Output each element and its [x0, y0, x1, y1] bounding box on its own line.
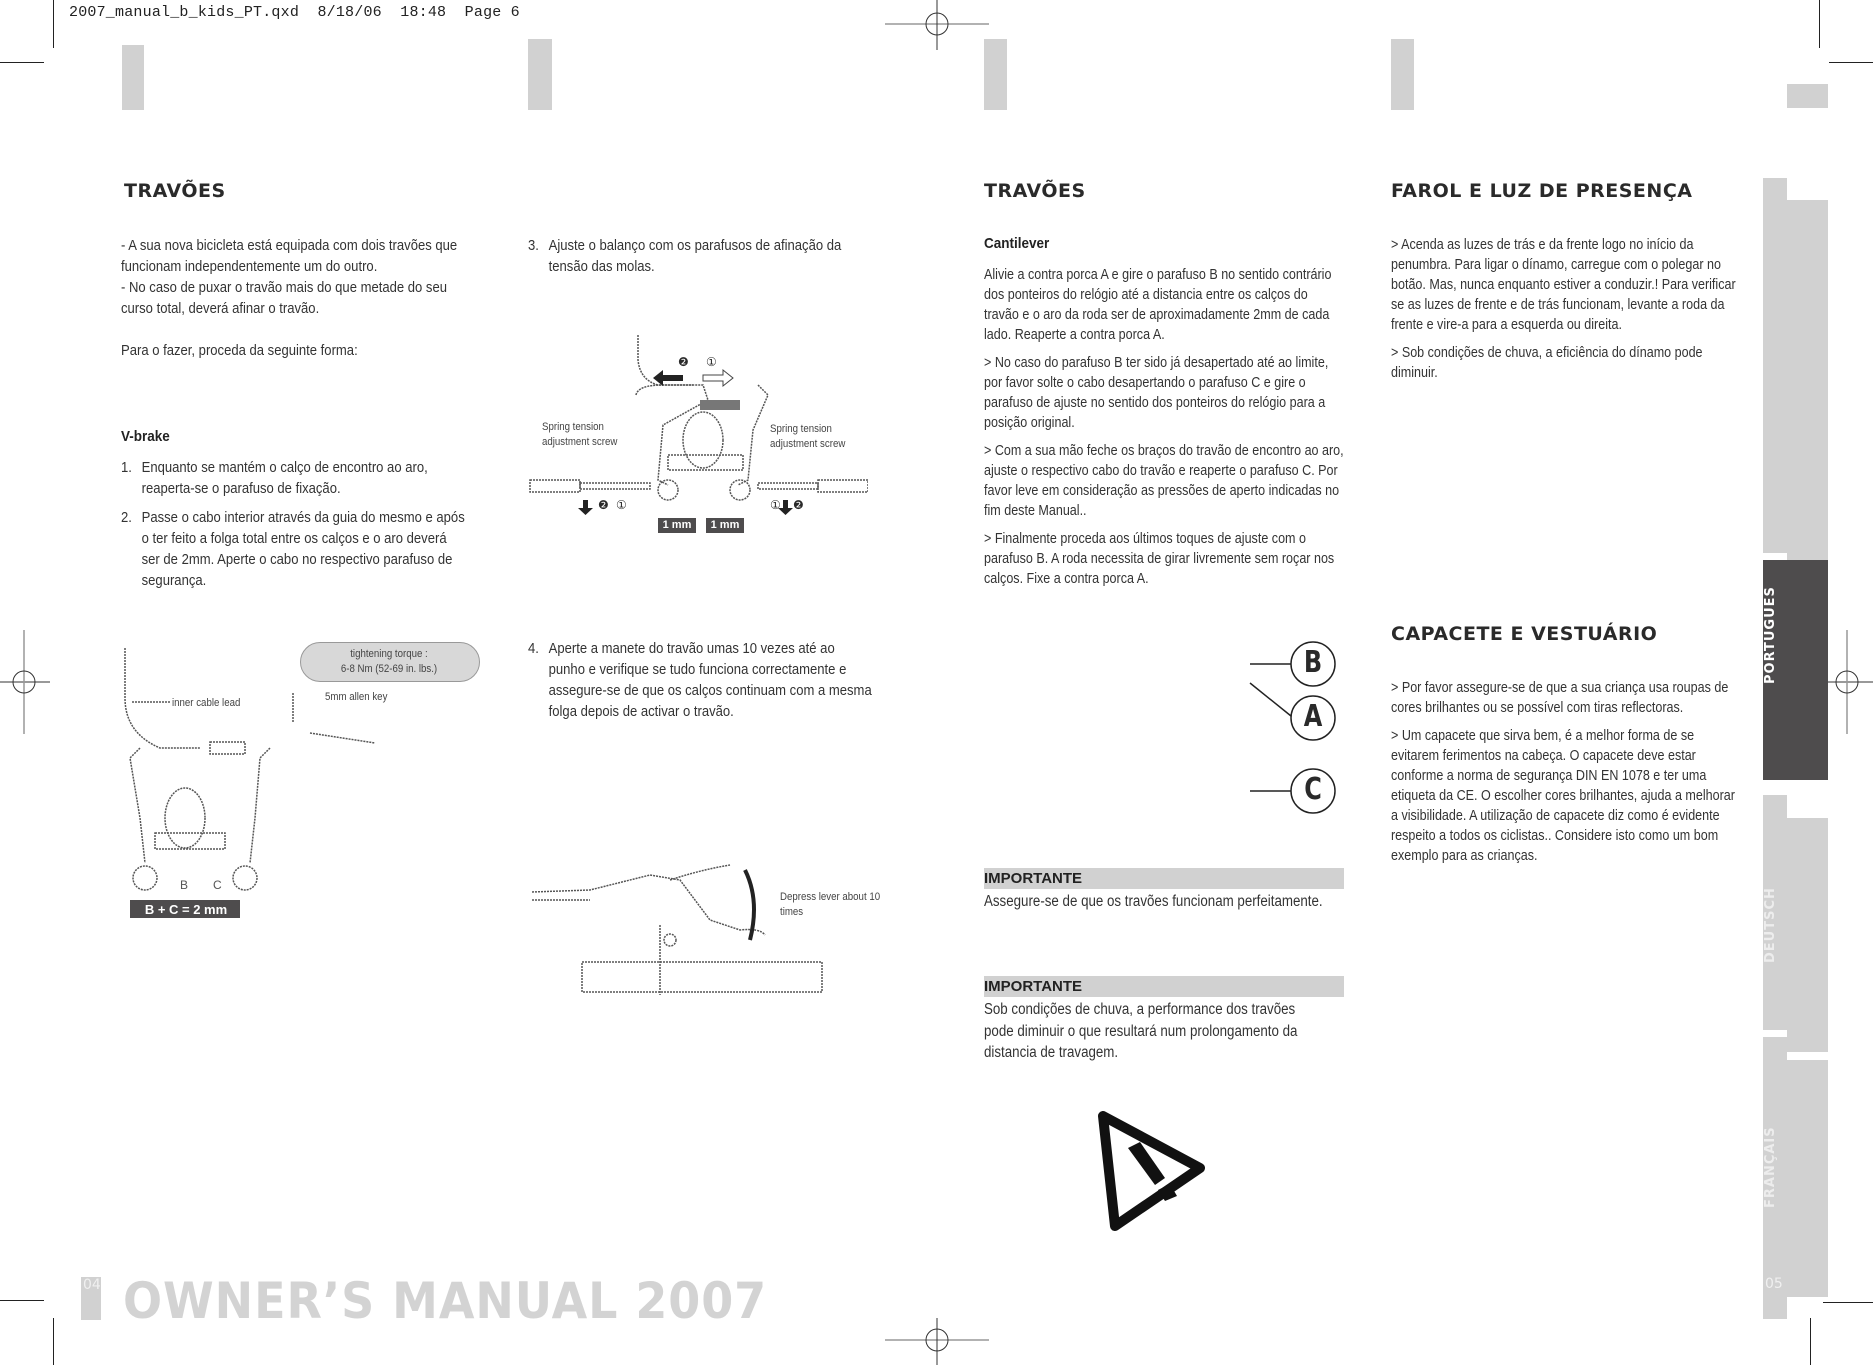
registration-mark-icon	[885, 0, 989, 50]
crop-mark	[1829, 62, 1873, 63]
intro-line: - No caso de puxar o travão mais do que metade do seu curso total, deverá afinar o travão.	[121, 279, 448, 317]
vbrake-cable-figure	[120, 638, 490, 958]
cantilever-heading: Cantilever	[984, 235, 1050, 252]
step-item: 1. Enquanto se mantém o calço de encontro ao aro, reaperta-se o parafuso de fixação.	[121, 459, 428, 497]
section-title-lights: FAROL E LUZ DE PRESENÇA	[1391, 180, 1693, 202]
crop-mark	[0, 62, 44, 63]
paragraph: > Com a sua mão feche os braços do travão de encontro ao aro, ajuste o respectivo cabo do travão e reaperte o parafuso C. Por favor leve em consideração as pressões de aperto indicadas no fim deste Manual..	[984, 443, 1344, 519]
spring-tension-figure	[528, 330, 868, 540]
paragraph: > Acenda as luzes de trás e da frente logo no início da penumbra. Para ligar o dínamo, carregue com o polegar no botão. Mas, nunca enquanto estiver a conduzir.! Para verificar se as luzes de frente e de trás funcionam, levante a roda da frente e vire-a para a esquerda ou direita.	[1391, 237, 1736, 333]
marker-1-icon: ①	[706, 355, 717, 369]
callout-c: C	[1304, 772, 1322, 807]
torque-line-1: tightening torque :	[350, 648, 428, 660]
vbrake-heading: V-brake	[121, 428, 170, 445]
marker-2-icon: ❷	[598, 498, 609, 512]
lever-caption: Depress lever about 10 times	[780, 891, 881, 918]
step-4	[528, 638, 872, 730]
crop-mark	[0, 1300, 44, 1301]
column-marker	[1787, 84, 1828, 108]
important-text: Sob condições de chuva, a performance dos travões pode diminuir o que resultará num prolongamento da distancia de travagem.	[984, 1001, 1298, 1061]
step-item: 3. Ajuste o balanço com os parafusos de afinação da tensão das molas.	[528, 237, 842, 275]
column-marker	[984, 39, 1007, 110]
tab-label: PORTUGUES	[1763, 586, 1778, 684]
section-title-helmet: CAPACETE E VESTUÁRIO	[1391, 623, 1658, 645]
step-item: 4. Aperte a manete do travão umas 10 vezes até ao punho e verifique se tudo funciona correctamente e assegure-se de que os calços continuam com a mesma folga depois de activar o travão.	[528, 640, 872, 720]
file-slug: 2007_manual_b_kids_PT.qxd 8/18/06 18:48 Page 6	[69, 4, 520, 21]
paragraph: Alivie a contra porca A e gire o parafuso B no sentido contrário dos ponteiros do relógio até a distancia entre os calços do travão e o aro da roda ser de aproximadamente 2mm de cada lado. Reaperte a contra porca A.	[984, 267, 1332, 343]
spring-label-right: Spring tension adjustment screw	[770, 423, 846, 450]
tab-label: FRANÇAIS	[1763, 1126, 1778, 1208]
torque-line-2: 6-8 Nm (52-69 in. lbs.)	[340, 663, 438, 675]
cantilever-text	[984, 265, 1345, 597]
helmet-text	[1391, 678, 1744, 874]
lights-text	[1391, 235, 1744, 391]
brake-lever-illustration	[530, 850, 900, 995]
gap-total-label: B + C = 2 mm	[144, 902, 228, 917]
brakes-intro	[121, 235, 465, 369]
tab-spine	[1787, 200, 1828, 576]
label-b: B	[180, 878, 189, 892]
crop-mark	[53, 1318, 54, 1365]
label-c: C	[213, 878, 222, 892]
crop-mark	[1823, 1302, 1873, 1303]
gap-badge-right: 1 mm	[706, 518, 744, 533]
intro-line: - A sua nova bicicleta está equipada com dois travões que funcionam independentemente um do outro.	[121, 237, 458, 275]
gap-badge-left: 1 mm	[658, 518, 696, 533]
important-heading: IMPORTANTE	[984, 976, 1344, 997]
spring-label-left: Spring tension adjustment screw	[542, 421, 618, 448]
paragraph: > Sob condições de chuva, a eficiência do dínamo pode diminuir.	[1391, 345, 1703, 381]
column-marker	[528, 39, 552, 110]
step-3	[528, 235, 872, 285]
column-marker	[122, 45, 144, 110]
tab-spine	[1763, 178, 1787, 553]
vbrake-steps	[121, 457, 465, 599]
section-title-brakes-right: TRAVÕES	[984, 180, 1086, 202]
intro-line: Para o fazer, proceda da seguinte forma:	[121, 342, 358, 359]
cantilever-callouts	[1245, 638, 1345, 818]
crop-mark	[1810, 1318, 1811, 1365]
paragraph: > Um capacete que sirva bem, é a melhor forma de se evitarem ferimentos na cabeça. O capacete deve estar conforme a norma de segurança DIN EN 1078 e ter uma etiqueta da CE. O escolher cores brilhantes, ajuda a melhorar a visibilidade. A utilização de capacete diz como é evidente respeito a todos os ciclistas.. Considere isto como um bom exemplo para as crianças.	[1391, 728, 1735, 864]
marker-2-icon: ❷	[678, 355, 689, 369]
marker-1-icon: ①	[770, 498, 781, 512]
allen-key-label: 5mm allen key	[325, 691, 388, 703]
tab-label: DEUTSCH	[1763, 887, 1778, 963]
important-box	[984, 868, 1344, 913]
registration-mark-icon	[885, 1318, 989, 1365]
marker-2-icon: ❷	[793, 498, 804, 512]
language-tab-francais[interactable]	[1763, 1037, 1828, 1287]
language-tab-deutsch[interactable]	[1763, 795, 1828, 1030]
brake-lever-figure	[530, 850, 900, 995]
important-heading: IMPORTANTE	[984, 868, 1344, 889]
paragraph: > Por favor assegure-se de que a sua criança usa roupas de cores brilhantes ou se possível com tiras reflectoras.	[1391, 680, 1729, 716]
registration-mark-icon	[0, 630, 50, 734]
crop-mark	[53, 0, 54, 48]
important-text: Assegure-se de que os travões funcionam perfeitamente.	[984, 893, 1323, 910]
callout-b: B	[1303, 645, 1323, 680]
marker-1-icon: ①	[616, 498, 627, 512]
warning-icon	[1095, 1108, 1210, 1233]
paragraph: > Finalmente proceda aos últimos toques de ajuste com o parafuso B. A roda necessita de girar livremente sem roçar nos calços. Fixe a contra porca A.	[984, 531, 1335, 587]
inner-cable-label: inner cable lead	[172, 697, 241, 709]
section-title-brakes: TRAVÕES	[124, 180, 226, 202]
paragraph: > No caso do parafuso B ter sido já desapertado até ao limite, por favor solte o cabo desapertando o parafuso C e gire o parafuso de ajuste no sentido dos ponteiros do relógio para a posição original.	[984, 355, 1329, 431]
footer-title: OWNER’S MANUAL 2007	[123, 1272, 768, 1330]
step-item: 2. Passe o cabo interior através da guia do mesmo e após o ter feito a folga total entre os calços e o aro deverá ser de 2mm. Aperte o cabo no respectivo parafuso de segurança.	[121, 509, 465, 589]
crop-mark	[1819, 0, 1820, 48]
column-marker	[1391, 39, 1414, 110]
page-number-right: 05	[1763, 1276, 1787, 1319]
callout-a: A	[1303, 699, 1323, 734]
language-tab-portugues[interactable]	[1763, 560, 1828, 780]
registration-mark-icon	[1823, 630, 1873, 734]
page-number-left: 04	[81, 1277, 101, 1320]
important-box	[984, 976, 1344, 1064]
